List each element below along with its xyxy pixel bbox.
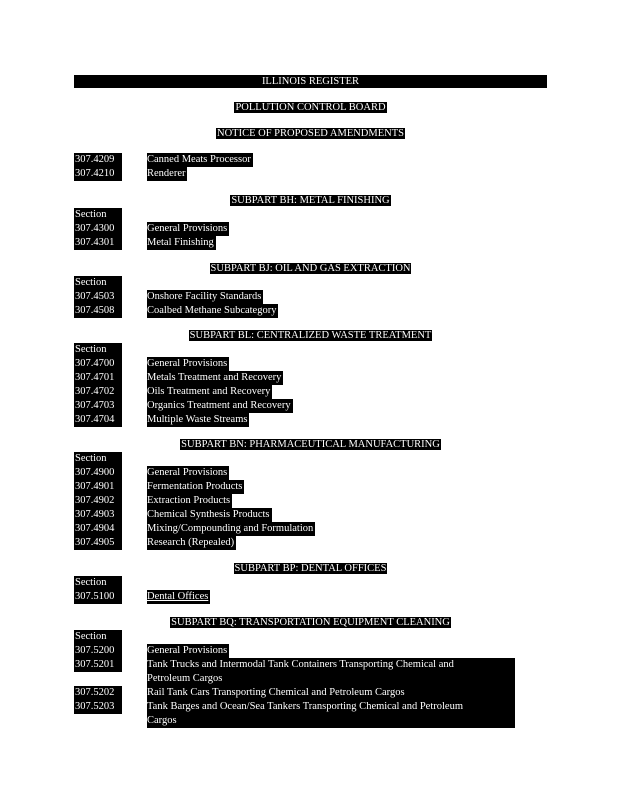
section-number: 307.4300	[74, 222, 122, 236]
section-number: 307.4901	[74, 480, 122, 494]
section-column-label: Section	[74, 276, 122, 290]
register-header-bar	[74, 75, 547, 88]
section-number: 307.5100	[74, 590, 122, 604]
subpart-bp-title: SUBPART BP: DENTAL OFFICES	[234, 563, 387, 574]
section-number: 307.4900	[74, 466, 122, 480]
section-number: 307.4701	[74, 371, 122, 385]
section-description: Oils Treatment and Recovery	[147, 386, 271, 397]
section-description: Rail Tank Cars Transporting Chemical and Petroleum Cargos	[147, 686, 515, 700]
section-number: 307.4704	[74, 413, 122, 427]
section-number: 307.4210	[74, 167, 122, 181]
section-description: General Provisions	[147, 223, 228, 234]
section-number: 307.5202	[74, 686, 122, 700]
section-number: 307.4301	[74, 236, 122, 250]
notice-title-line	[74, 127, 547, 140]
section-number: 307.4503	[74, 290, 122, 304]
section-description: Fermentation Products	[147, 481, 243, 492]
section-number: 307.4904	[74, 522, 122, 536]
subpart-bh-heading	[74, 194, 547, 207]
section-description: Renderer	[147, 168, 186, 179]
section-description: Dental Offices	[147, 591, 209, 602]
section-description: Tank Barges and Ocean/Sea Tankers Transporting Chemical and Petroleum	[147, 700, 515, 714]
section-description: Chemical Synthesis Products	[147, 509, 270, 520]
section-number: 307.5200	[74, 644, 122, 658]
section-number: 307.5201	[74, 658, 122, 672]
section-number: 307.4905	[74, 536, 122, 550]
section-column-label: Section	[74, 208, 122, 222]
section-description-continued: Cargos	[147, 714, 515, 728]
section-number: 307.5203	[74, 700, 122, 714]
subpart-bq-title: SUBPART BQ: TRANSPORTATION EQUIPMENT CLEANING	[171, 617, 450, 628]
section-number: 307.4902	[74, 494, 122, 508]
subpart-bh-title: SUBPART BH: METAL FINISHING	[231, 195, 390, 206]
subpart-bn-title: SUBPART BN: PHARMACEUTICAL MANUFACTURING	[181, 439, 440, 450]
section-description: Canned Meats Processor	[147, 154, 251, 165]
section-column-label: Section	[74, 576, 122, 590]
section-description: Organics Treatment and Recovery	[147, 400, 291, 411]
section-description: Onshore Facility Standards	[147, 291, 262, 302]
section-description: Coalbed Methane Subcategory	[147, 305, 277, 316]
section-column-label: Section	[74, 452, 122, 466]
section-number: 307.4903	[74, 508, 122, 522]
section-number: 307.4703	[74, 399, 122, 413]
section-column-label: Section	[74, 343, 122, 357]
section-description: Extraction Products	[147, 495, 231, 506]
section-number: 307.4508	[74, 304, 122, 318]
section-description: Multiple Waste Streams	[147, 414, 248, 425]
section-column-label: Section	[74, 630, 122, 644]
section-description: Metal Finishing	[147, 237, 214, 248]
subpart-bj-heading	[74, 262, 547, 275]
board-title-line	[74, 101, 547, 114]
section-description: Tank Trucks and Intermodal Tank Containers Transporting Chemical and	[147, 658, 515, 672]
subpart-bp-heading	[74, 562, 547, 575]
section-description-continued: Petroleum Cargos	[147, 672, 515, 686]
section-description: Research (Repealed)	[147, 537, 235, 548]
section-description: Metals Treatment and Recovery	[147, 372, 282, 383]
section-number: 307.4700	[74, 357, 122, 371]
section-description: General Provisions	[147, 467, 228, 478]
section-description: Mixing/Compounding and Formulation	[147, 523, 314, 534]
subpart-bq-heading	[74, 616, 547, 629]
board-title: POLLUTION CONTROL BOARD	[235, 102, 386, 113]
section-number: 307.4209	[74, 153, 122, 167]
subpart-bl-heading	[74, 329, 547, 342]
subpart-bj-title: SUBPART BJ: OIL AND GAS EXTRACTION	[210, 263, 411, 274]
section-number: 307.4702	[74, 385, 122, 399]
subpart-bn-heading	[74, 438, 547, 451]
section-description: General Provisions	[147, 358, 228, 369]
register-title: ILLINOIS REGISTER	[261, 76, 360, 87]
notice-title: NOTICE OF PROPOSED AMENDMENTS	[217, 128, 404, 139]
section-description: General Provisions	[147, 645, 228, 656]
subpart-bl-title: SUBPART BL: CENTRALIZED WASTE TREATMENT	[189, 330, 432, 341]
